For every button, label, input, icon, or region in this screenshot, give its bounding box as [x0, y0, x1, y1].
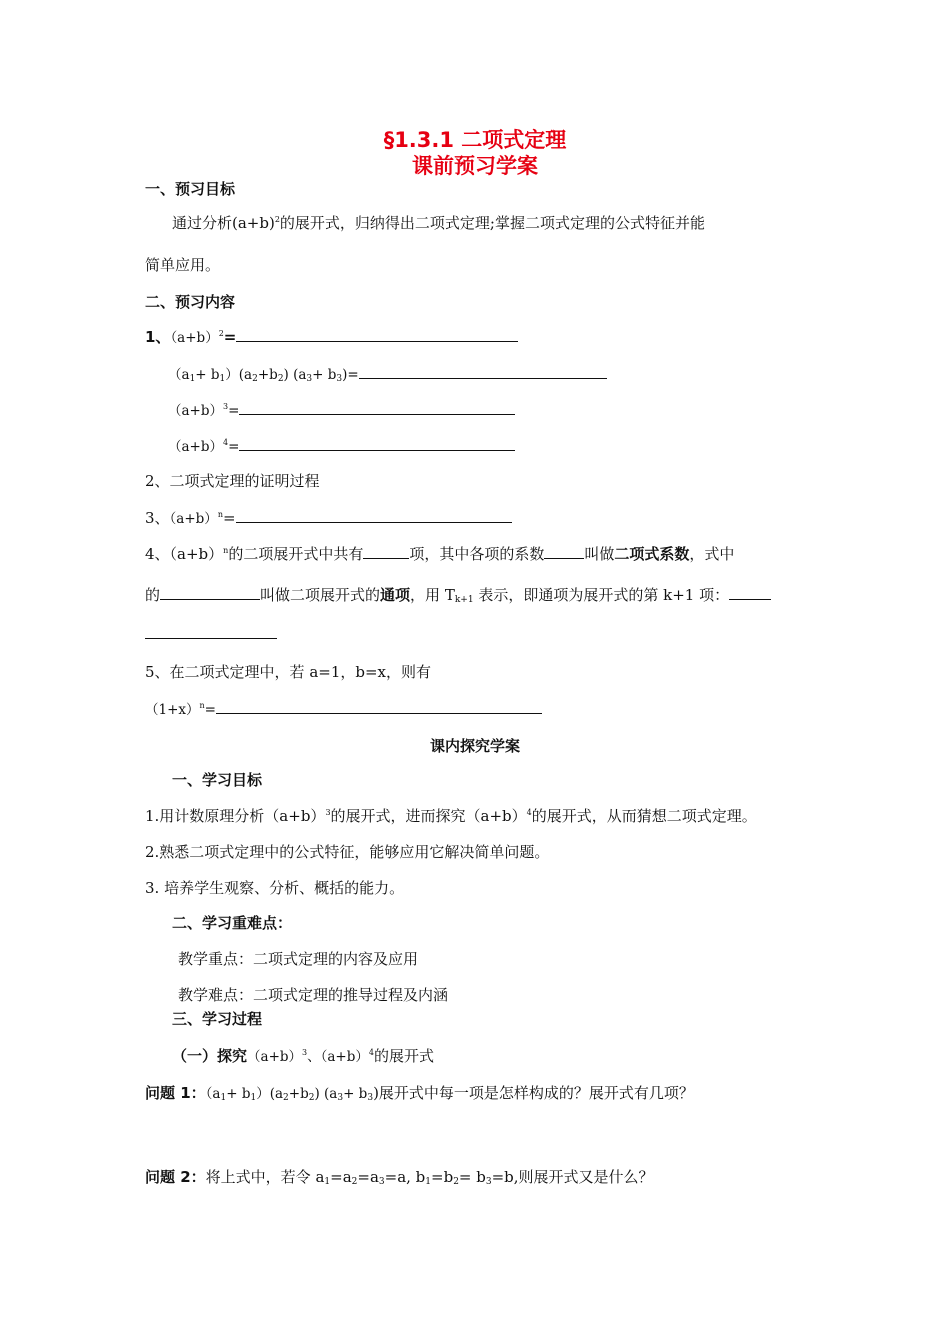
item-1: 1、$(a+b)^2=$	[145, 326, 518, 347]
item-4-line2: 的 叫做二项展开式的通项，用 $T_{k+1}$ 表示，即通项为展开式的第 k+1 项：	[145, 584, 771, 605]
section-title-in-class: 课内探究学案	[429, 737, 520, 755]
section-heading-key-points: 二、学习重难点：	[172, 914, 293, 932]
explore-heading: （一）探究$(a+b)^3$、$(a+b)^4$的展开式	[172, 1047, 434, 1065]
question-2: 问题 2：将上式中，若令 $a_1=a_2=a_3=a$, $b_1=b_2= b_3=b$,则展开式又是什么？	[145, 1168, 654, 1187]
answer-blank[interactable]	[363, 557, 409, 559]
section-heading-learning-process: 三、学习过程	[172, 1010, 263, 1028]
item-4-line1: 4、$(a+b)^n$的二项展开式中共有 项，其中各项的系数 叫做二项式系数，式中	[145, 545, 735, 563]
doc-title: §1.3.1 二项式定理	[383, 128, 567, 152]
item-2: 2、二项式定理的证明过程	[145, 472, 320, 490]
item-1-product: $(a_1+ b_1)(a_2+b_2)$ $(a_3+ b_3)=$	[168, 363, 607, 383]
answer-blank[interactable]	[729, 598, 771, 600]
question-1: 问题 1：$(a_1+ b_1)(a_2+b_2)$ $(a_3+ b_3)$展开式中每一项是怎样构成的？展开式有几项？	[145, 1084, 694, 1103]
section-heading-learning-goals: 一、学习目标	[172, 771, 263, 789]
doc-subtitle: 课前预习学案	[412, 154, 538, 178]
item-3: 3、$(a+b)^n=$	[145, 507, 512, 528]
section-heading-preview-content: 二、预习内容	[145, 293, 236, 311]
item-1-cube: $(a+b)^3=$	[168, 399, 515, 419]
item-5-expansion: $(1+x)^n=$	[145, 698, 542, 718]
answer-blank[interactable]	[236, 521, 512, 523]
learning-goal-1: 1.用计数原理分析$(a+b)^3$的展开式，进而探究$(a+b)^4$的展开式，从而猜想二项式定理。	[145, 807, 757, 825]
difficult-point: 教学难点：二项式定理的推导过程及内涵	[178, 986, 449, 1004]
key-point: 教学重点：二项式定理的内容及应用	[178, 950, 419, 968]
answer-blank[interactable]	[239, 413, 515, 415]
learning-goal-3: 3. 培养学生观察、分析、概括的能力。	[145, 879, 405, 897]
item-5: 5、在二项式定理中，若 a=1，b=x，则有	[145, 663, 431, 681]
item-1-fourth: $(a+b)^4=$	[168, 435, 515, 455]
preview-goal-paragraph-cont: 简单应用。	[145, 256, 221, 274]
preview-goal-paragraph: 通过分析$(a+b)^2$的展开式，归纳得出二项式定理;掌握二项式定理的公式特征并能	[172, 214, 705, 232]
section-heading-preview-goals: 一、预习目标	[145, 180, 236, 198]
learning-goal-2: 2.熟悉二项式定理中的公式特征，能够应用它解决简单问题。	[145, 843, 550, 861]
answer-blank[interactable]	[544, 557, 584, 559]
answer-blank[interactable]	[359, 377, 607, 379]
answer-blank-continued[interactable]	[145, 638, 277, 639]
answer-blank[interactable]	[216, 712, 542, 714]
answer-blank[interactable]	[239, 449, 515, 451]
answer-blank[interactable]	[160, 598, 260, 600]
answer-blank[interactable]	[236, 340, 518, 342]
